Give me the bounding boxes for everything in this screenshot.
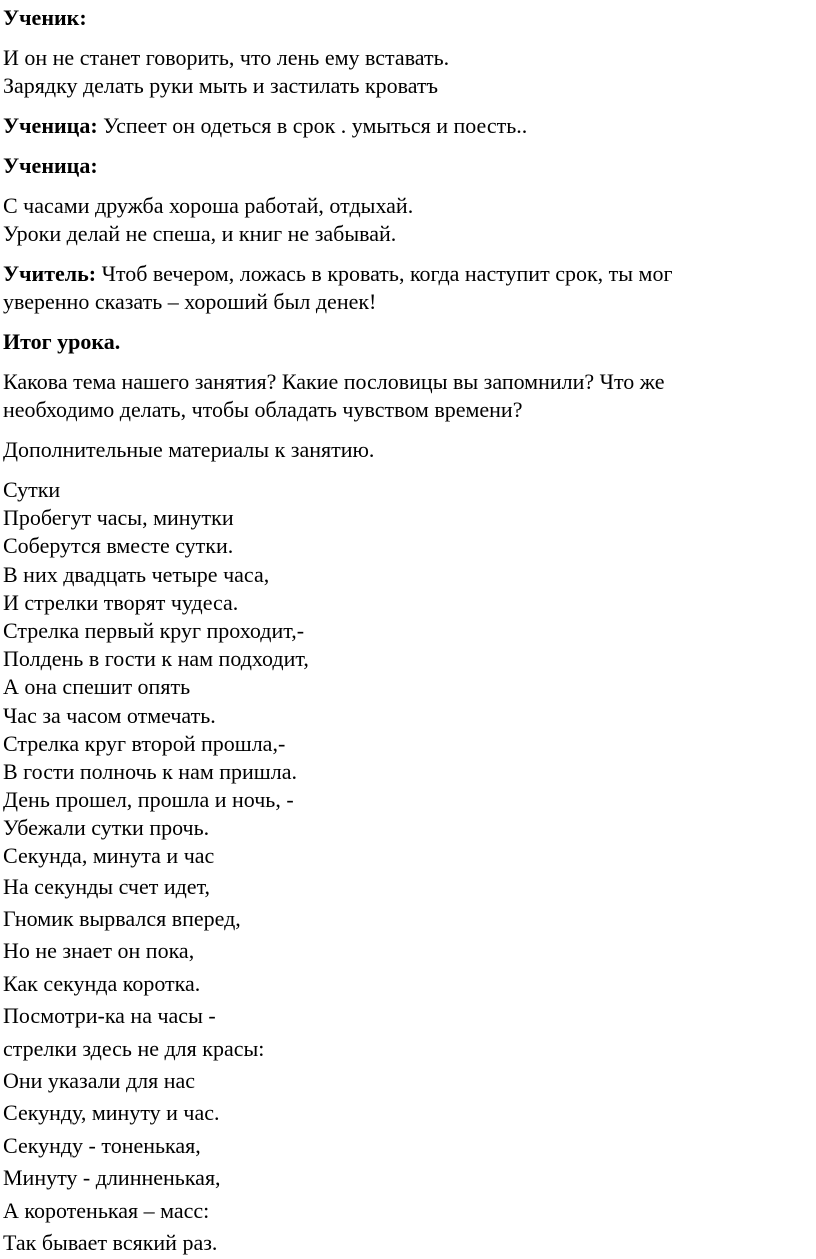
speaker-girl-line [3, 112, 816, 140]
poem-line: Пробегут часы, минутки [3, 505, 234, 531]
teacher-block [3, 260, 816, 316]
poem-line: Полдень в гости к нам подходит, [3, 646, 309, 672]
teacher-line [3, 260, 816, 288]
text-line: необходимо делать, чтобы обладать чувством времени? [3, 397, 523, 422]
verse-block-2 [3, 192, 816, 248]
poem-line: Так бывает всякий раз. [3, 1229, 218, 1255]
verse-block-1 [3, 44, 816, 100]
poem-line: Гномик вырвался вперед, [3, 906, 241, 932]
poem-line: Они указали для нас [3, 1067, 196, 1093]
poem-line: стрелки здесь не для красы: [3, 1035, 265, 1061]
poem-line: Секунду, минуту и час. [3, 1100, 220, 1126]
poem-line: В гости полночь к нам пришла. [3, 758, 297, 784]
poem-line: Секунда, минута и час [3, 843, 215, 869]
speaker-label: Ученица: [3, 153, 98, 178]
poem-line: Посмотри-ка на часы - [3, 1003, 216, 1029]
summary-questions [3, 368, 816, 424]
speaker-label: Ученик: [3, 5, 87, 30]
extra-materials-title: Дополнительные материалы к занятию. [3, 437, 375, 462]
poem-block-1 [3, 476, 816, 871]
poem-line: Стрелка круг второй прошла,- [3, 730, 286, 756]
poem-line: Минуту - длинненькая, [3, 1165, 221, 1191]
speaker-text: Успеет он одеться в срок . умыться и поесть.. [103, 113, 528, 138]
poem-line: Стрелка первый круг проходит,- [3, 617, 305, 643]
poem-line: День прошел, прошла и ночь, - [3, 787, 294, 813]
text-line: И он не станет говорить, что лень ему вставать. [3, 45, 450, 70]
poem-block-2 [3, 871, 816, 1259]
poem-line: Как секунда коротка. [3, 970, 201, 996]
poem-line: А коротенькая – масс: [3, 1197, 210, 1223]
text-line: Какова тема нашего занятия? Какие пословицы вы запомнили? Что же [3, 369, 665, 394]
poem-line: В них двадцать четыре часа, [3, 561, 270, 587]
speaker-label: Ученица: [3, 113, 98, 138]
text-line: Уроки делай не спеша, и книг не забывай. [3, 221, 397, 246]
heading-text: Итог урока. [3, 329, 121, 354]
speaker-label: Учитель: [3, 261, 97, 286]
section-heading [3, 328, 816, 356]
speaker-student [3, 4, 816, 32]
text-line: уверенно сказать – хороший был денек! [3, 289, 377, 314]
poem-line: И стрелки творят чудеса. [3, 589, 239, 615]
poem-line: Соберутся вместе сутки. [3, 533, 234, 559]
poem-line: Но не знает он пока, [3, 938, 195, 964]
text-line: Зарядку делать руки мыть и застилать кроватъ [3, 73, 438, 98]
poem-line: На секунды счет идет, [3, 873, 211, 899]
poem-line: Секунду - тоненькая, [3, 1132, 201, 1158]
poem-line: Сутки [3, 477, 61, 502]
poem-line: А она спешит опять [3, 674, 191, 700]
poem-line: Час за часом отмечать. [3, 702, 216, 728]
speaker-girl-2 [3, 152, 816, 180]
speaker-text: Чтоб вечером, ложась в кровать, когда наступит срок, ты мог [101, 261, 673, 286]
text-line: С часами дружба хороша работай, отдыхай. [3, 193, 414, 218]
poem-line: Убежали сутки прочь. [3, 815, 210, 841]
